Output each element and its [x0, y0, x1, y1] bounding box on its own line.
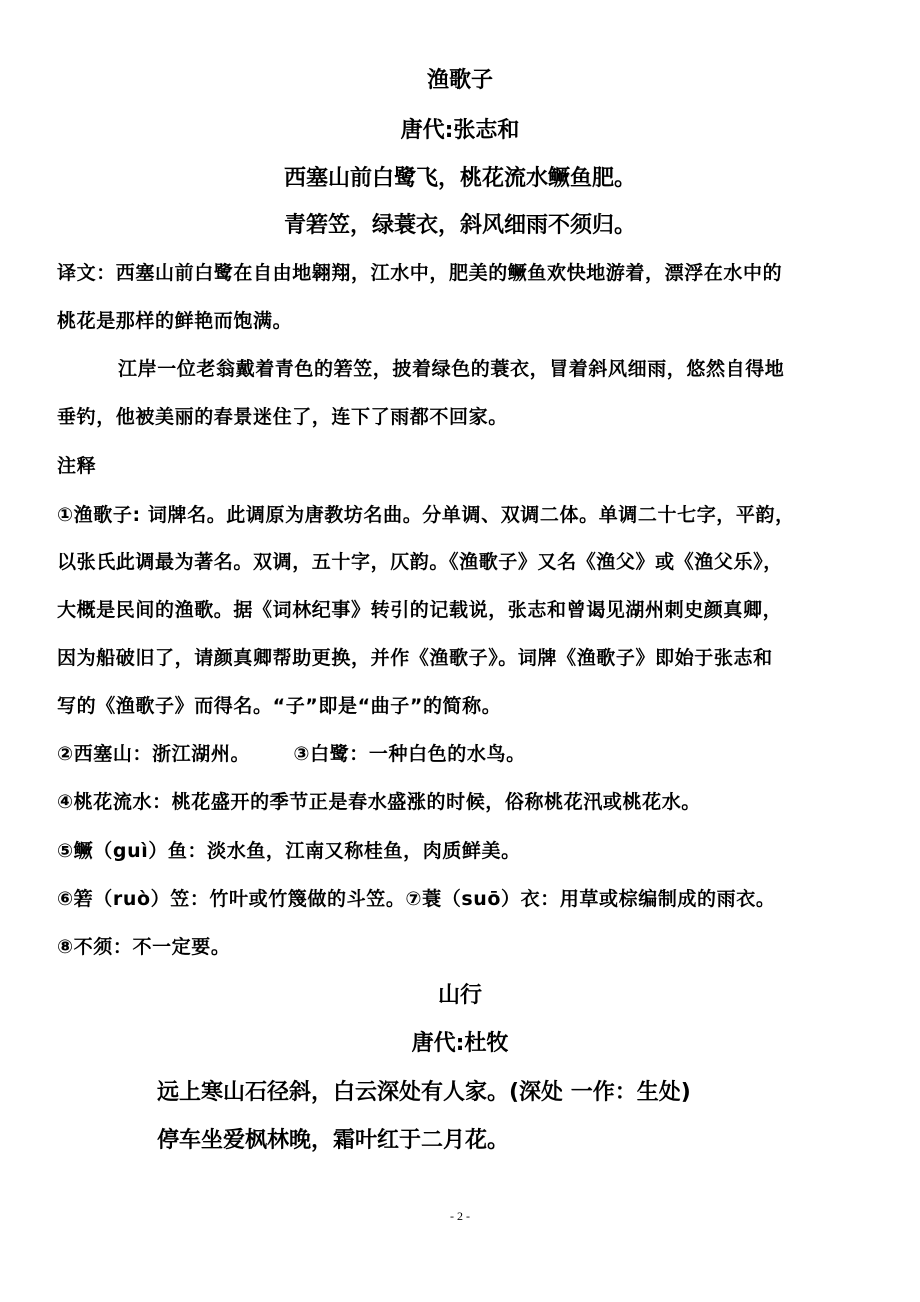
poem2-line-1: 远上寒山石径斜，白云深处有人家。(深处 一作：生处)	[157, 1080, 691, 1105]
translation-line-1: 译文：西塞山前白鹭在自由地翱翔，江水中，肥美的鳜鱼欢快地游着，漂浮在水中的	[57, 262, 783, 284]
note-line-6: ②西塞山：浙江湖州。 ③白鹭：一种白色的水鸟。	[57, 743, 526, 765]
note-line-7: ④桃花流水：桃花盛开的季节正是春水盛涨的时候，俗称桃花汛或桃花水。	[57, 791, 701, 813]
poem2-line-2: 停车坐爱枫林晚，霜叶红于二月花。	[157, 1128, 510, 1153]
page-number: - 2 -	[450, 1209, 470, 1223]
poem2-title: 山行	[437, 983, 482, 1008]
poem-line-2: 青箬笠，绿蓑衣，斜风细雨不须归。	[283, 213, 636, 238]
poem-line-1: 西塞山前白鹭飞，桃花流水鳜鱼肥。	[283, 166, 636, 191]
note-line-8: ⑤鳜（guì）鱼：淡水鱼，江南又称桂鱼，肉质鲜美。	[57, 840, 521, 862]
note-line-2: 以张氏此调最为著名。双调，五十字，仄韵。《渔歌子》又名《渔父》或《渔父乐》，	[57, 551, 783, 573]
note-line-1: ①渔歌子: 词牌名。此调原为唐教坊名曲。分单调、双调二体。单调二十七字，平韵，	[57, 504, 795, 526]
note-line-9: ⑥箬（ruò）笠：竹叶或竹篾做的斗笠。⑦蓑（suō）衣：用草或棕编制成的雨衣。	[57, 888, 776, 910]
note-line-4: 因为船破旧了，请颜真卿帮助更换，并作《渔歌子》。词牌《渔歌子》即始于张志和	[57, 647, 773, 669]
note-line-10: ⑧不须：不一定要。	[57, 936, 231, 958]
notes-heading: 注释	[57, 455, 97, 477]
note-line-5: 写的《渔歌子》而得名。“子”即是“曲子”的简称。	[57, 695, 502, 717]
note-line-3: 大概是民间的渔歌。据《词林纪事》转引的记载说，张志和曾谒见湖州刺史颜真卿，	[57, 599, 783, 621]
translation-line-4: 垂钓，他被美丽的春景迷住了，连下了雨都不回家。	[57, 406, 508, 428]
poem-author: 唐代:张志和	[400, 118, 520, 143]
poem2-author: 唐代:杜牧	[411, 1031, 509, 1056]
translation-line-3: 江岸一位老翁戴着青色的箬笠，披着绿色的蓑衣，冒着斜风细雨，悠然自得地	[118, 358, 785, 380]
poem-title: 渔歌子	[426, 68, 493, 93]
translation-line-2: 桃花是那样的鲜艳而饱满。	[57, 310, 293, 332]
